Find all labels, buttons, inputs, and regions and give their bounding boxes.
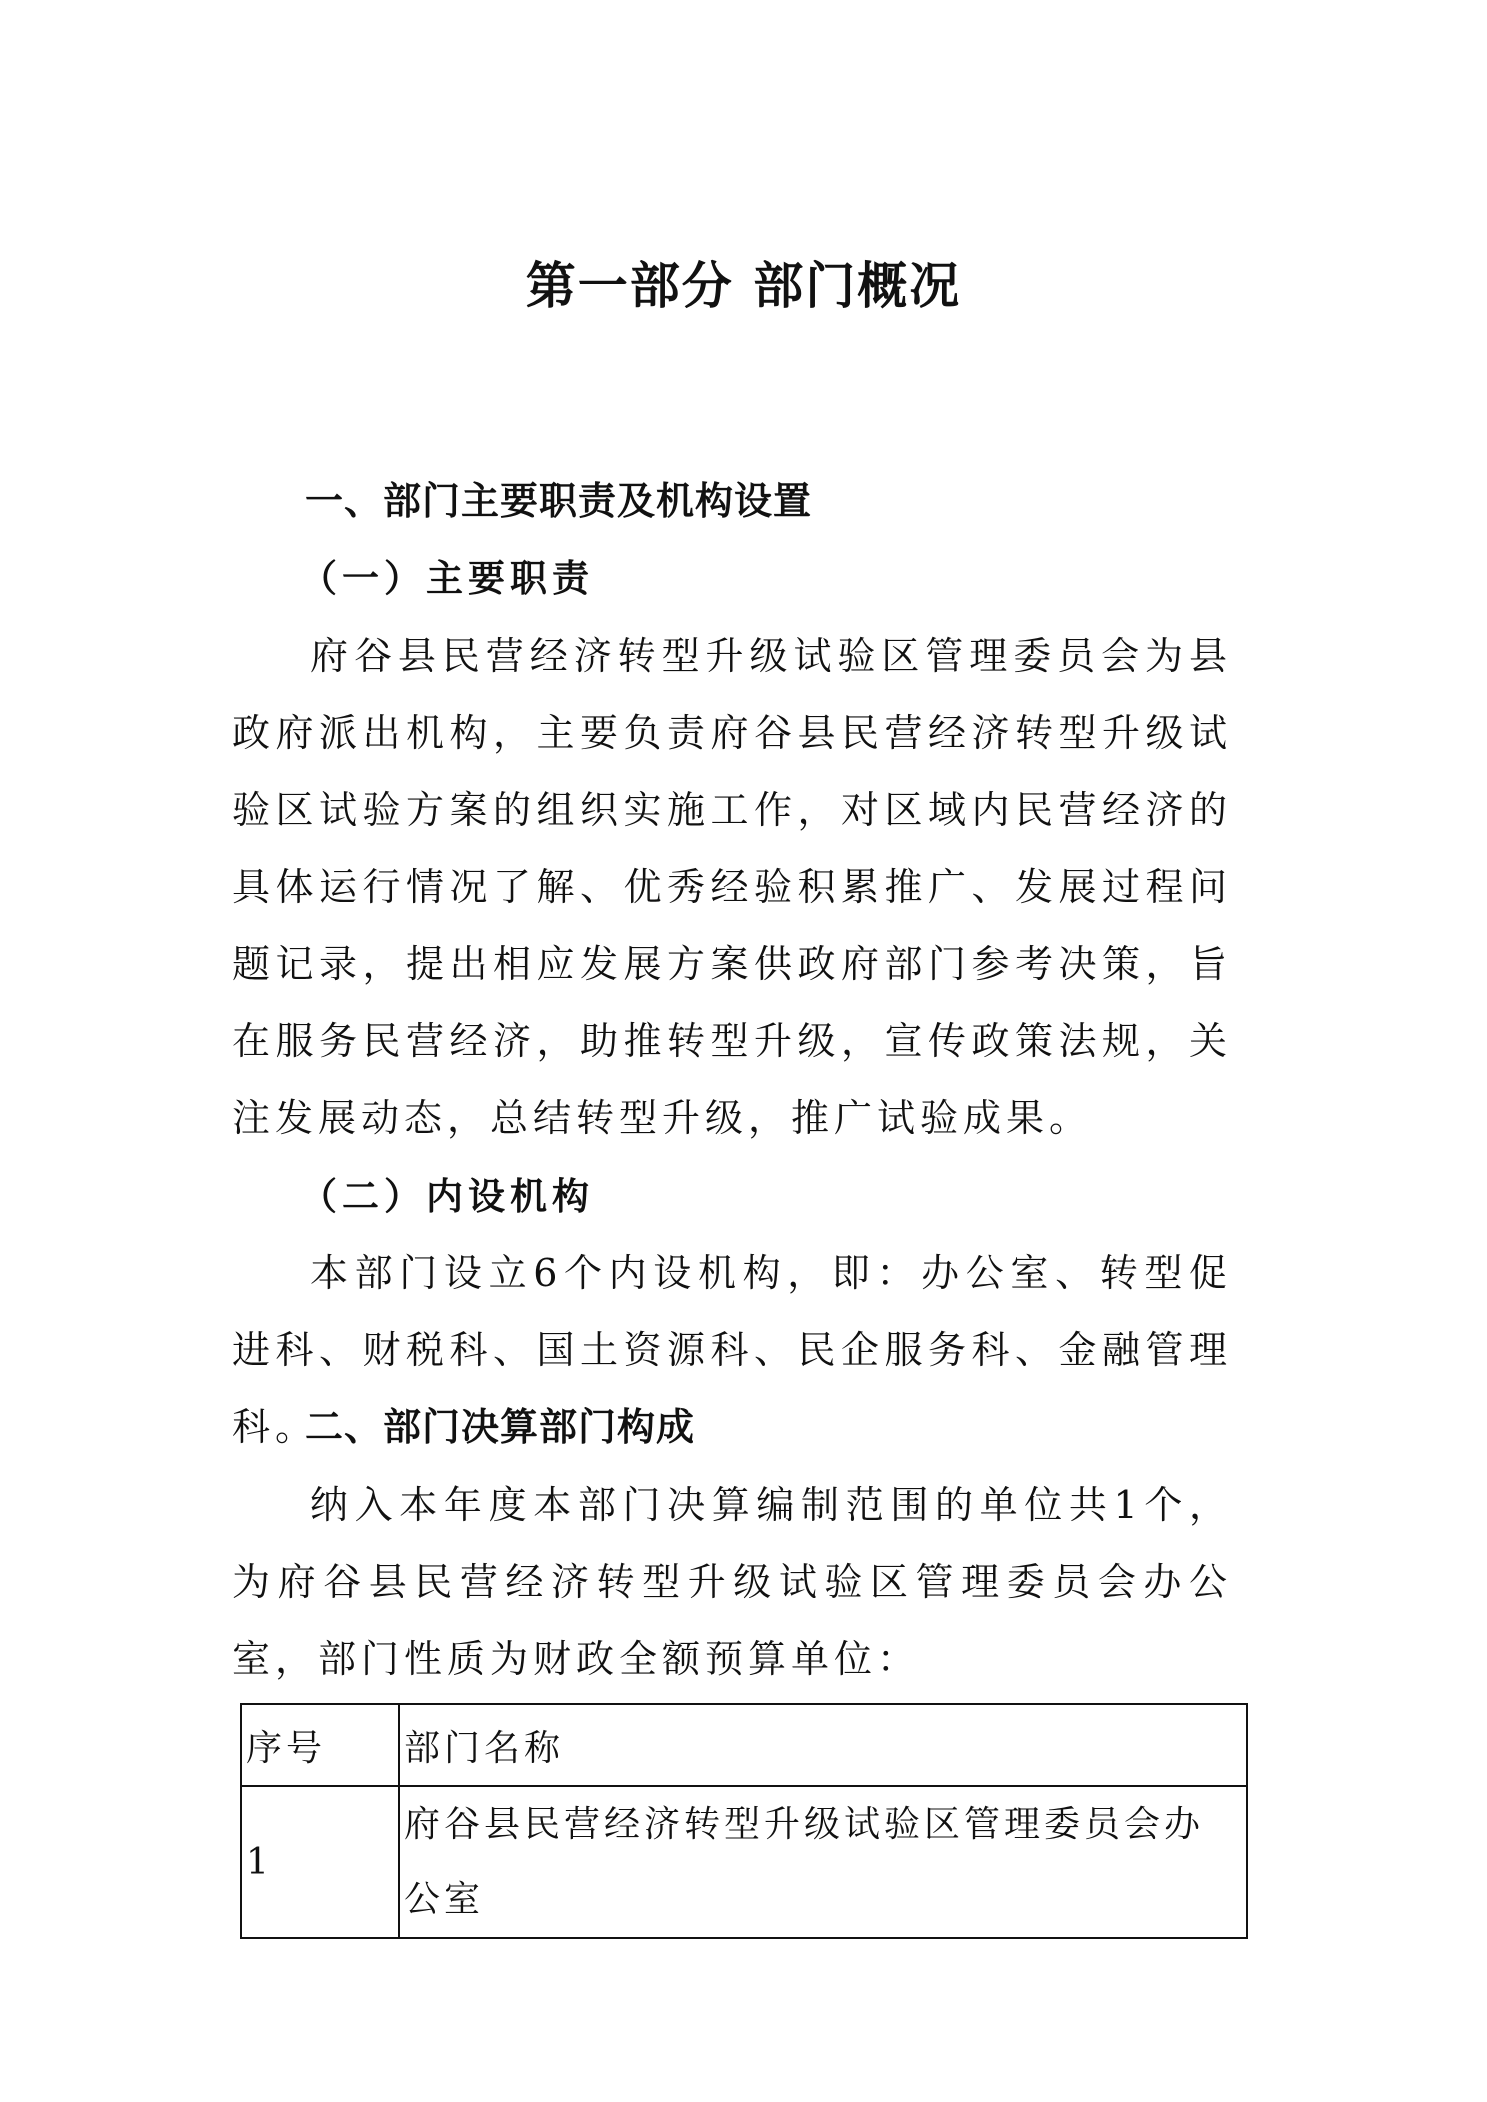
table-cell-name: 府谷县民营经济转型升级试验区管理委员会办公室: [399, 1786, 1247, 1938]
subsection-heading-internal-units: （二）内设机构: [300, 1174, 594, 1218]
page-title: 第一部分 部门概况: [525, 257, 962, 315]
table-header-row: [241, 1704, 1247, 1786]
table-header-cell: 序号: [241, 1704, 399, 1786]
table-header-cell: 部门名称: [399, 1704, 1247, 1786]
units-table: [240, 1703, 1248, 1939]
paragraph-duties: 府谷县民营经济转型升级试验区管理委员会为县政府派出机构，主要负责府谷县民营经济转型升级试验区试验方案的组织实施工作，对区域内民营经济的具体运行情况了解、优秀经验积累推广、发展过程问题记录，提出相应发展方案供政府部门参考决策，旨在服务民营经济，助推转型升级，宣传政策法规，关注发展动态，总结转型升级，推广试验成果。: [232, 634, 1232, 1140]
paragraph-internal-units: 本部门设立6个内设机构，即：办公室、转型促进科、财税科、国土资源科、民企服务科、金融管理科。: [232, 1251, 1232, 1449]
table-cell-index: 1: [241, 1786, 399, 1938]
table-row: [241, 1786, 1247, 1938]
section-heading-1: 一、部门主要职责及机构设置: [305, 479, 813, 523]
paragraph-composition: 纳入本年度本部门决算编制范围的单位共1个，为府谷县民营经济转型升级试验区管理委员会办公室，部门性质为财政全额预算单位：: [232, 1483, 1232, 1681]
subsection-heading-duties: （一）主要职责: [300, 556, 594, 600]
section-heading-2: 二、部门决算部门构成: [305, 1405, 696, 1449]
